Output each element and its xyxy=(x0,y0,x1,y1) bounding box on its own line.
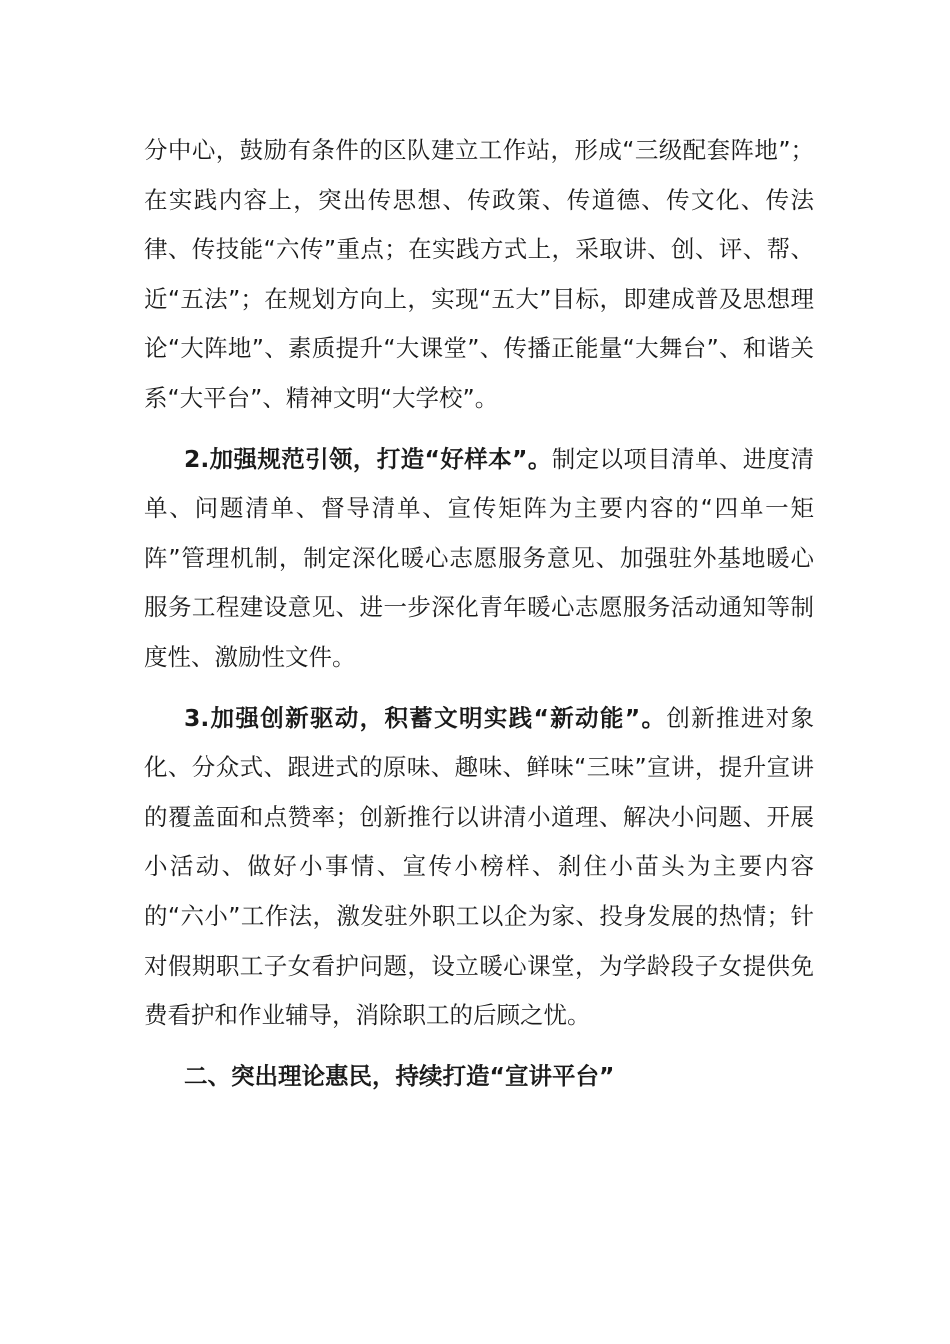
paragraph-standard-guidance xyxy=(144,435,814,683)
paragraph-body: 分中心，鼓励有条件的区队建立工作站，形成“三级配套阵地”；在实践内容上，突出传思想、传政策、传道德、传文化、传法律、传技能“六传”重点；在实践方式上，采取讲、创、评、帮、近“五法”；在规划方向上，实现“五大”目标，即建成普及思想理论“大阵地”、素质提升“大课堂”、传播正能量“大舞台”、和谐关系“大平台”、精神文明“大学校”。 xyxy=(144,136,814,412)
paragraph-heading: 3.加强创新驱动，积蓄文明实践“新动能”。 xyxy=(184,703,667,732)
paragraph-heading: 2.加强规范引领，打造“好样本”。 xyxy=(184,444,552,473)
section-heading: 二、突出理论惠民，持续打造“宣讲平台” xyxy=(184,1061,615,1090)
paragraph-body: 创新推进对象化、分众式、跟进式的原味、趣味、鲜味“三味”宣讲，提升宣讲的覆盖面和点赞率；创新推行以讲清小道理、解决小问题、开展小活动、做好小事情、宣传小榜样、刹住小苗头为主要内容的“六小”工作法，激发驻外职工以企为家、投身发展的热情；针对假期职工子女看护问题，设立暖心课堂，为学龄段子女提供免费看护和作业辅导，消除职工的后顾之忧。 xyxy=(144,703,815,1030)
paragraph-body: 制定以项目清单、进度清单、问题清单、督导清单、宣传矩阵为主要内容的“四单一矩阵”管理机制，制定深化暖心志愿服务意见、加强驻外基地暖心服务工程建设意见、进一步深化青年暖心志愿服务活动通知等制度性、激励性文件。 xyxy=(144,444,814,671)
paragraph-innovation-drive xyxy=(144,694,814,1041)
paragraph-continuation xyxy=(144,126,814,424)
document-page xyxy=(144,126,814,1101)
section-heading-two xyxy=(144,1052,814,1102)
